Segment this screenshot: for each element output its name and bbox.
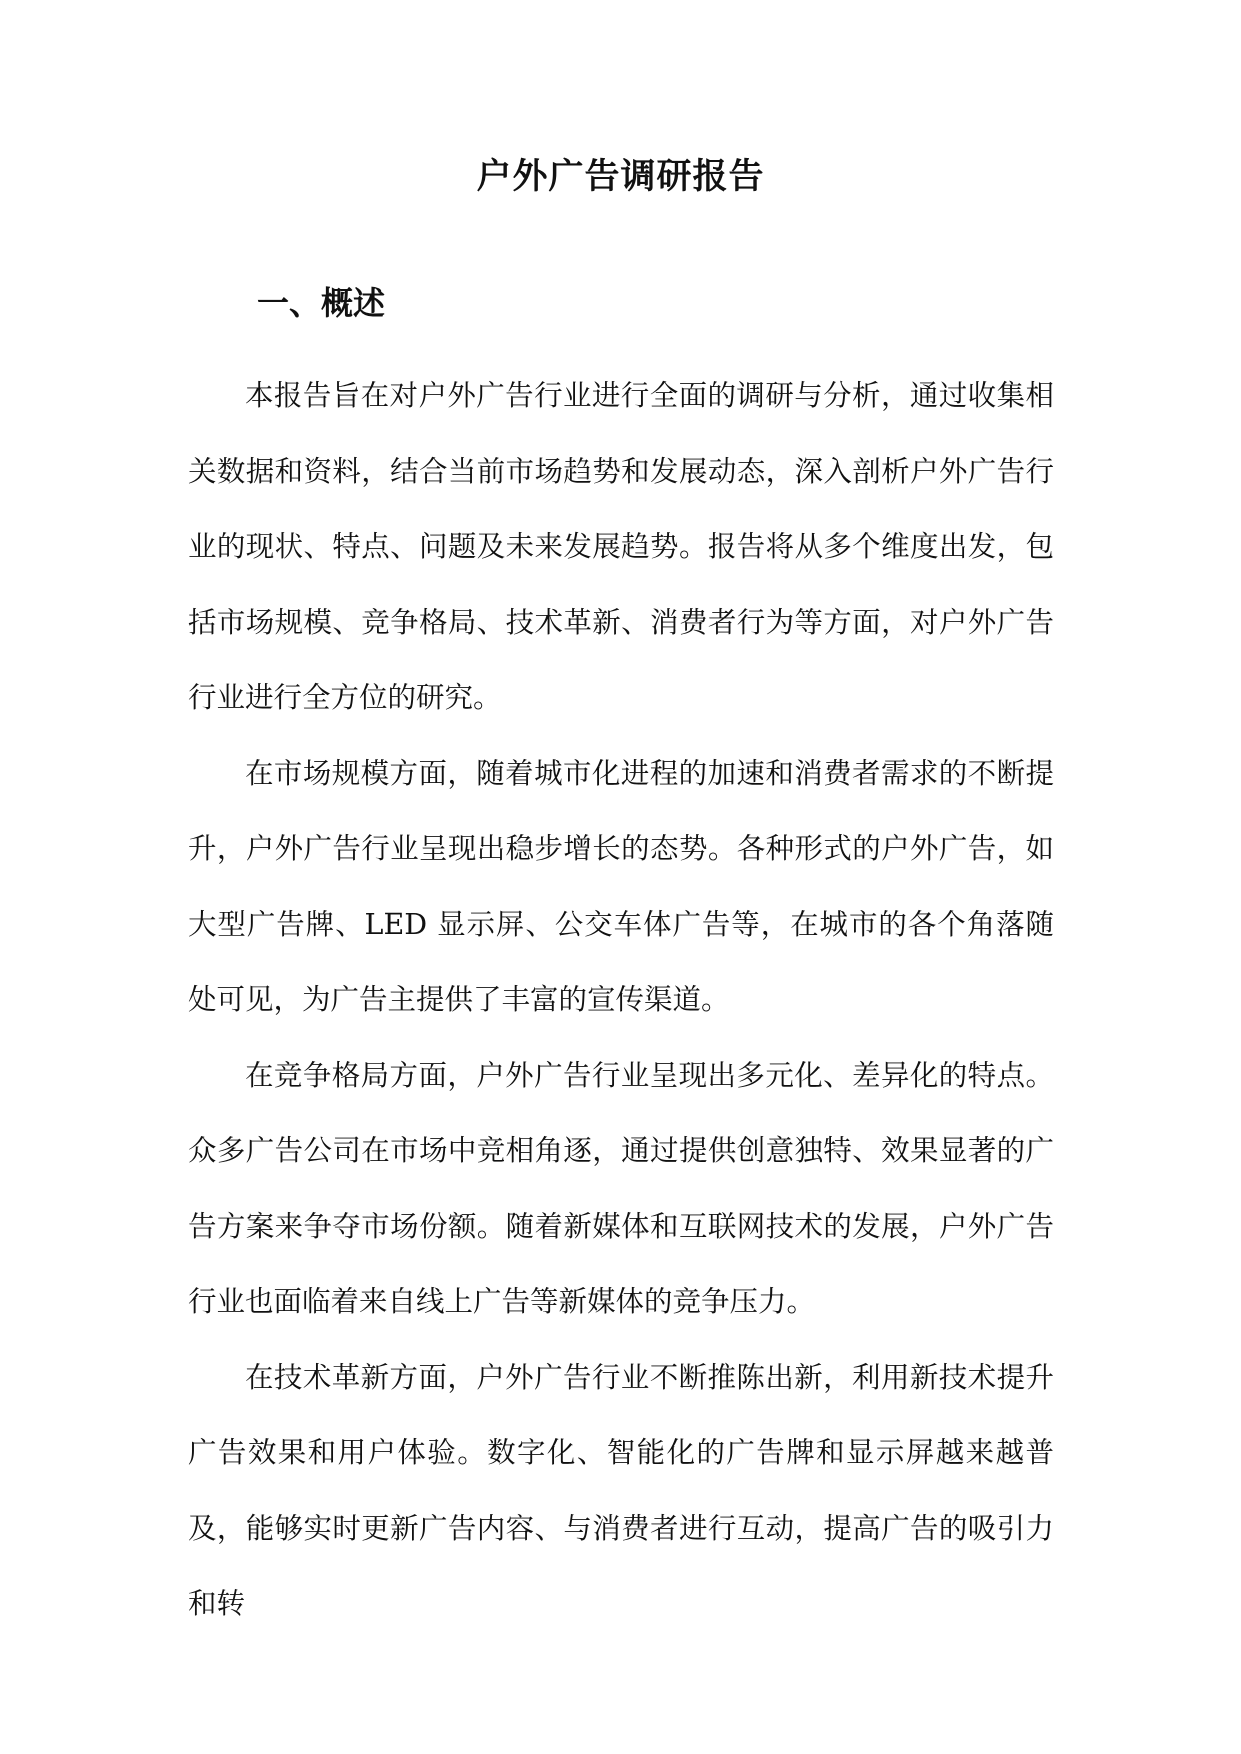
paragraph-market-size: 在市场规模方面，随着城市化进程的加速和消费者需求的不断提升，户外广告行业呈现出稳步增长的态势。各种形式的户外广告，如大型广告牌、LED 显示屏、公交车体广告等，在城市的各个角落随处可见，为广告主提供了丰富的宣传渠道。 [188,756,1054,1016]
paragraph-technology: 在技术革新方面，户外广告行业不断推陈出新，利用新技术提升广告效果和用户体验。数字化、智能化的广告牌和显示屏越来越普及，能够实时更新广告内容、与消费者进行互动，提高广告的吸引力和转 [188,1360,1054,1620]
document-title: 户外广告调研报告 [476,156,765,197]
section-heading-overview: 一、概述 [257,284,386,322]
section-body [188,358,1054,1642]
paragraph-competition: 在竞争格局方面，户外广告行业呈现出多元化、差异化的特点。众多广告公司在市场中竞相角逐，通过提供创意独特、效果显著的广告方案来争夺市场份额。随着新媒体和互联网技术的发展，户外广告行业也面临着来自线上广告等新媒体的竞争压力。 [188,1058,1054,1318]
paragraph-intro: 本报告旨在对户外广告行业进行全面的调研与分析，通过收集相关数据和资料，结合当前市场趋势和发展动态，深入剖析户外广告行业的现状、特点、问题及未来发展趋势。报告将从多个维度出发，包括市场规模、竞争格局、技术革新、消费者行为等方面，对户外广告行业进行全方位的研究。 [188,379,1054,714]
